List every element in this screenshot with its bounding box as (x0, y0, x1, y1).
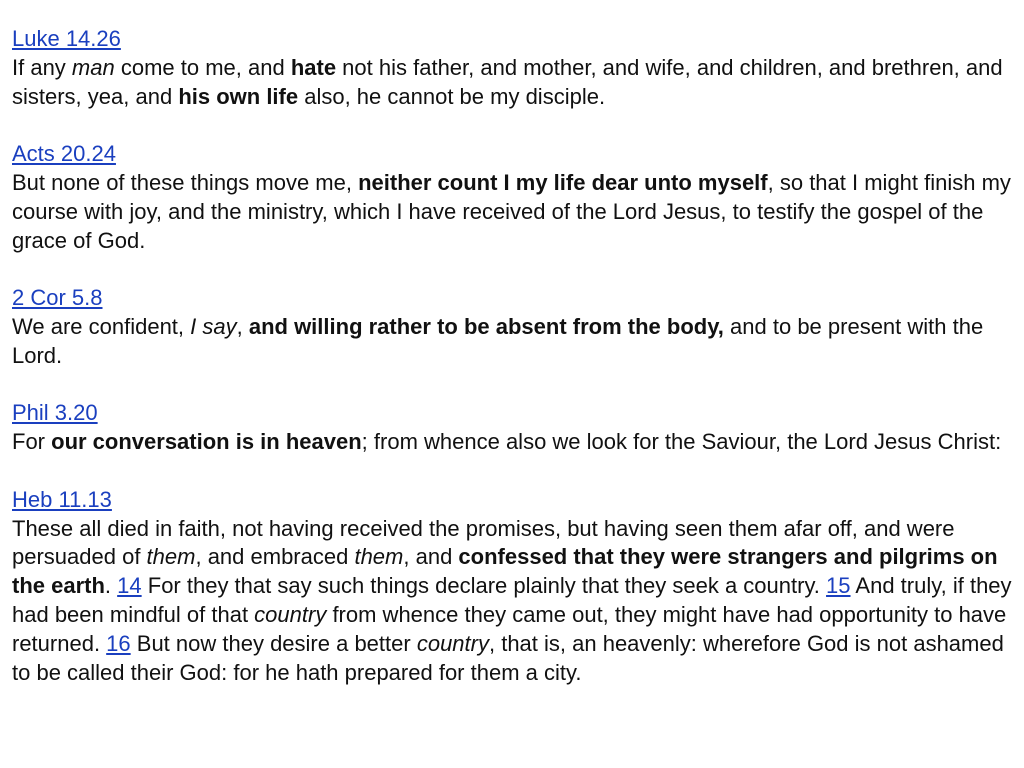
verse-text-segment: We are confident, (12, 313, 191, 339)
verse-text-segment: For (12, 429, 52, 455)
verse-text-segment: For they that say such things declare plainly that they seek a country. (141, 573, 827, 599)
verse-text-segment: and to be present with the Lord. (12, 313, 984, 368)
verse-number-link[interactable]: 15 (826, 573, 851, 599)
verse-2-cor-5-8 (12, 284, 1012, 370)
verse-reference-link[interactable]: Luke 14.26 (12, 26, 121, 51)
verse-text-segment: But none of these things move me, (12, 169, 359, 195)
verse-text-segment: not his father, and mother, and wife, and children, and brethren, and sisters, yea, and (12, 54, 1003, 109)
verse-text-segment: . (104, 573, 118, 599)
verse-text-segment: , (236, 313, 249, 339)
verse-text-segment: , that is, an heavenly: wherefore God is not ashamed to be called their God: for he hath prepared for them a city. (12, 630, 1004, 685)
verse-text-bold: neither count I my life dear unto myself (358, 169, 768, 195)
verse-text-bold: hate (290, 54, 337, 80)
verse-reference-link[interactable]: 2 Cor 5.8 (12, 285, 103, 311)
verse-text-italic: country (416, 630, 489, 656)
verse-text-segment: These all died in faith, not having received the promises, but having seen them afar off, and were persuaded of (12, 515, 955, 570)
scripture-page (12, 25, 1012, 716)
verse-text-bold: our conversation is in heaven (51, 429, 362, 455)
verse-text (12, 314, 983, 368)
verse-text-bold: and willing rather to be absent from the body, (248, 313, 724, 339)
verse-text-bold: his own life (178, 83, 299, 109)
verse-text-bold: confessed that they were strangers and pilgrims on the earth (12, 544, 998, 599)
verse-text-segment: , and (403, 544, 459, 570)
verse-text-italic: I say (190, 313, 237, 339)
verse-reference-link[interactable]: Heb 11.13 (12, 486, 112, 512)
verse-text (12, 170, 1011, 253)
verse-text-segment: , and embraced (195, 544, 355, 570)
verse-text-segment: If any (12, 54, 72, 80)
verse-text-segment: from whence they came out, they might have had opportunity to have returned. (12, 601, 1007, 656)
verse-text-italic: them (146, 544, 196, 570)
verse-text-italic: country (254, 601, 327, 627)
verse-text-segment: , so that I might finish my course with joy, and the ministry, which I have received of the Lord Jesus, to testify the gospel of the grace of God. (12, 169, 1011, 253)
verse-luke-14-26 (12, 25, 1012, 111)
verse-reference-link[interactable]: Acts 20.24 (12, 141, 116, 167)
verse-reference-link[interactable]: Phil 3.20 (12, 400, 98, 426)
verse-heb-11-13 (12, 486, 1012, 688)
verse-number-link[interactable]: 16 (106, 630, 131, 656)
verse-text (12, 429, 1001, 454)
verse-phil-3-20 (12, 399, 1012, 457)
verse-text (12, 516, 1012, 685)
verse-acts-20-24 (12, 140, 1012, 255)
verse-text-segment: ; from whence also we look for the Saviour, the Lord Jesus Christ: (361, 429, 1002, 455)
verse-text-italic: them (354, 544, 404, 570)
verse-text-segment: And truly, if they had been mindful of that (12, 573, 1012, 627)
verse-text (12, 55, 1003, 109)
verse-text-italic: man (71, 54, 115, 80)
verse-text-segment: come to me, and (114, 54, 291, 80)
verse-text-segment: also, he cannot be my disciple. (298, 83, 606, 109)
verse-number-link[interactable]: 14 (117, 573, 142, 599)
verse-text-segment: But now they desire a better (130, 630, 417, 656)
